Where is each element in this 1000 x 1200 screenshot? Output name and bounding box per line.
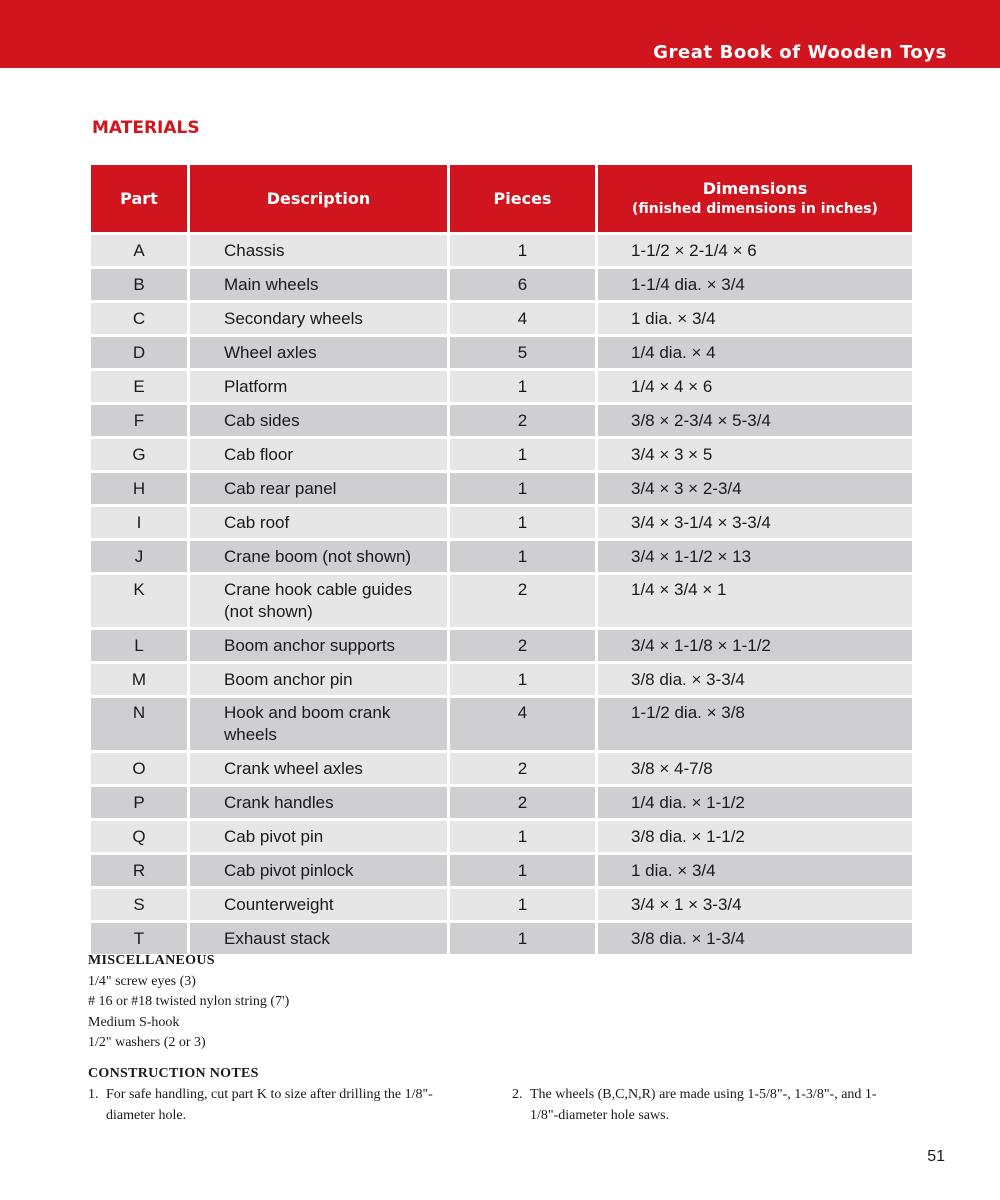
description-cell [190,405,447,436]
table-row [91,855,912,886]
column-header-description: Description [190,165,447,232]
pieces-cell: 1 [450,889,595,920]
note-number: 2. [512,1087,523,1102]
pieces-cell: 1 [450,235,595,266]
table-row [91,575,912,627]
dimensions-note: (finished dimensions in inches) [632,200,878,217]
miscellaneous-title: MISCELLANEOUS [88,953,215,968]
description-line: wheels [224,725,277,744]
description-cell [190,889,447,920]
description-cell [190,575,447,627]
description-cell [190,698,447,750]
description-cell [190,630,447,661]
part-cell: F [91,405,187,436]
misc-item: # 16 or #18 twisted nylon string (7') [88,994,290,1009]
description-line: Cab floor [224,444,293,464]
description-line: Secondary wheels [224,308,363,328]
table-row [91,439,912,470]
part-cell: R [91,855,187,886]
dimensions-cell: 3/4 × 3 × 2-3/4 [598,473,912,504]
column-header-pieces: Pieces [450,165,595,232]
dimensions-cell: 1 dia. × 3/4 [598,855,912,886]
part-cell: M [91,664,187,695]
part-cell: N [91,698,187,750]
description-line: Hook and boom crank [224,703,391,722]
description-line: Crank handles [224,792,334,812]
pieces-cell: 1 [450,664,595,695]
part-cell: K [91,575,187,627]
table-row [91,269,912,300]
description-cell [190,923,447,954]
dimensions-cell: 1/4 × 3/4 × 1 [598,575,912,627]
dimensions-cell: 3/8 × 4-7/8 [598,753,912,784]
note-number: 1. [88,1087,99,1102]
table-row [91,889,912,920]
part-cell: Q [91,821,187,852]
part-cell: D [91,337,187,368]
part-cell: O [91,753,187,784]
pieces-cell: 1 [450,541,595,572]
description-line: Crank wheel axles [224,758,363,778]
table-row [91,235,912,266]
description-line: (not shown) [224,602,313,621]
description-line: Crane boom (not shown) [224,546,412,566]
pieces-cell: 1 [450,439,595,470]
construction-note [88,1085,473,1126]
description-cell [190,473,447,504]
part-cell: A [91,235,187,266]
pieces-cell: 2 [450,630,595,661]
description-line: Cab rear panel [224,478,337,498]
description-cell [190,821,447,852]
table-row [91,303,912,334]
pieces-cell: 1 [450,855,595,886]
pieces-cell: 5 [450,337,595,368]
description-cell [190,787,447,818]
construction-note [512,1085,902,1126]
dimensions-cell: 1/4 × 4 × 6 [598,371,912,402]
description-cell [190,439,447,470]
miscellaneous-section [88,951,588,1054]
table-row [91,473,912,504]
part-cell: B [91,269,187,300]
table-row [91,507,912,538]
description-line: Boom anchor pin [224,669,353,689]
misc-item: 1/4" screw eyes (3) [88,973,196,989]
description-line: Wheel axles [224,342,317,362]
description-cell [190,269,447,300]
pieces-cell: 2 [450,405,595,436]
part-cell: G [91,439,187,470]
pieces-cell: 4 [450,303,595,334]
dimensions-cell: 3/4 × 1-1/2 × 13 [598,541,912,572]
table-row [91,698,912,750]
materials-table [88,162,915,957]
page-number: 51 [927,1148,945,1165]
dimensions-cell: 3/8 dia. × 3-3/4 [598,664,912,695]
description-line: Chassis [224,240,285,260]
misc-item: Medium S-hook [88,1014,180,1030]
description-line: Exhaust stack [224,928,330,948]
part-cell: P [91,787,187,818]
part-cell: H [91,473,187,504]
description-cell [190,507,447,538]
dimensions-cell: 1 dia. × 3/4 [598,303,912,334]
table-row [91,787,912,818]
part-cell: I [91,507,187,538]
dimensions-cell: 1/4 dia. × 4 [598,337,912,368]
part-cell: T [91,923,187,954]
table-row [91,541,912,572]
section-title: MATERIALS [92,118,200,138]
pieces-cell: 2 [450,753,595,784]
table-row [91,923,912,954]
table-row [91,371,912,402]
table-row [91,753,912,784]
table-row [91,337,912,368]
dimensions-cell: 3/8 dia. × 1-3/4 [598,923,912,954]
note-text: For safe handling, cut part K to size after drilling the 1/8"-diameter hole. [106,1087,433,1123]
misc-item: 1/2" washers (2 or 3) [88,1035,206,1050]
dimensions-cell: 3/8 dia. × 1-1/2 [598,821,912,852]
part-cell: E [91,371,187,402]
dimensions-cell: 3/8 × 2-3/4 × 5-3/4 [598,405,912,436]
description-cell [190,541,447,572]
pieces-cell: 1 [450,923,595,954]
table-body [91,235,912,954]
dimensions-cell: 3/4 × 1 × 3-3/4 [598,889,912,920]
pieces-cell: 1 [450,507,595,538]
dimensions-cell: 3/4 × 1-1/8 × 1-1/2 [598,630,912,661]
column-header-part: Part [91,165,187,232]
table-row [91,664,912,695]
pieces-cell: 1 [450,821,595,852]
dimensions-cell: 3/4 × 3-1/4 × 3-3/4 [598,507,912,538]
description-cell [190,235,447,266]
description-line: Cab pivot pin [224,826,324,846]
description-line: Main wheels [224,274,319,294]
description-line: Counterweight [224,894,334,914]
column-header-dimensions [598,165,912,232]
dimensions-cell: 1-1/2 × 2-1/4 × 6 [598,235,912,266]
part-cell: S [91,889,187,920]
construction-notes-title: CONSTRUCTION NOTES [88,1066,259,1081]
note-text: The wheels (B,C,N,R) are made using 1-5/8"-, 1-3/8"-, and 1-1/8"-diameter hole saws. [530,1087,877,1123]
description-line: Cab sides [224,410,300,430]
book-title: Great Book of Wooden Toys [653,42,947,63]
description-line: Boom anchor supports [224,635,396,655]
pieces-cell: 4 [450,698,595,750]
description-cell [190,664,447,695]
description-line: Cab roof [224,512,290,532]
pieces-cell: 1 [450,371,595,402]
table-row [91,821,912,852]
dimensions-cell: 1-1/2 dia. × 3/8 [598,698,912,750]
description-cell [190,303,447,334]
pieces-cell: 1 [450,473,595,504]
pieces-cell: 2 [450,575,595,627]
pieces-cell: 2 [450,787,595,818]
table-header-row [91,165,912,232]
description-cell [190,855,447,886]
dimensions-title: Dimensions [702,178,808,198]
dimensions-cell: 3/4 × 3 × 5 [598,439,912,470]
dimensions-cell: 1-1/4 dia. × 3/4 [598,269,912,300]
description-line: Platform [224,376,288,396]
description-cell [190,337,447,368]
description-cell [190,753,447,784]
dimensions-cell: 1/4 dia. × 1-1/2 [598,787,912,818]
description-cell [190,371,447,402]
table-row [91,630,912,661]
description-line: Crane hook cable guides [224,580,413,599]
part-cell: L [91,630,187,661]
pieces-cell: 6 [450,269,595,300]
table-row [91,405,912,436]
part-cell: J [91,541,187,572]
description-line: Cab pivot pinlock [224,860,354,880]
part-cell: C [91,303,187,334]
